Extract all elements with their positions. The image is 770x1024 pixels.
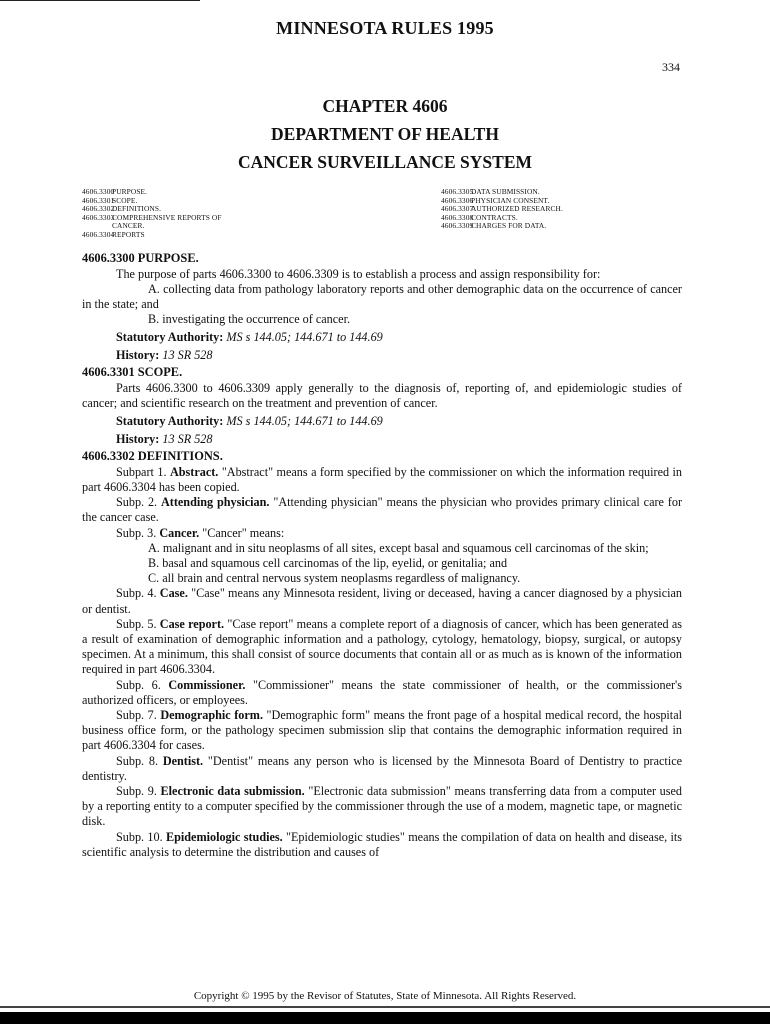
toc-entry-number: 4606.3302 [82, 204, 115, 214]
subpart-label: Subp. 2. [116, 495, 158, 510]
toc-entry-title: REPORTS [112, 229, 145, 239]
definition-subpart [82, 708, 682, 754]
toc-entry-number: 4606.3307 [441, 204, 474, 214]
subpart-label: Subp. 10. [116, 829, 163, 844]
table-of-contents-right [441, 188, 691, 231]
toc-entry-title: PHYSICIAN CONSENT. [471, 195, 550, 205]
history [82, 347, 682, 363]
toc-entry-title: DATA SUBMISSION. [471, 187, 540, 196]
history-value: 13 SR 528 [162, 348, 213, 363]
table-of-contents-left [82, 188, 322, 240]
subpart-label: Subp. 9. [116, 783, 157, 798]
subpart-label: Subp. 3. [116, 525, 157, 540]
statutory-authority-label: Statutory Authority: [116, 414, 224, 429]
definition-subpart [82, 465, 682, 495]
definition-text: "Dentist" means any person who is licensed by the Minnesota Board of Dentistry to practice dentistry. [82, 753, 683, 783]
defined-term: Electronic data submission. [160, 783, 305, 798]
toc-entry-title: COMPREHENSIVE REPORTS OF [112, 212, 222, 222]
toc-entry[interactable] [441, 222, 691, 231]
definition-text: "Electronic data submission" means transferring data from a computer used by a reporting entity to a computer specified by the commissioner through the use of a modem, magnetic tape, or magnetic disk. [82, 783, 683, 829]
document-body [82, 251, 682, 860]
defined-term: Demographic form. [160, 707, 264, 722]
purpose-item-b: B. investigating the occurrence of cancer. [148, 312, 351, 327]
section-heading-scope: 4606.3301 SCOPE. [82, 365, 183, 380]
defined-term: Commissioner. [168, 677, 246, 692]
definition-subpart [82, 495, 682, 525]
subpart-label: Subp. 4. [116, 586, 157, 601]
toc-entry-continuation: CANCER. [112, 221, 145, 231]
definition-subpart [82, 754, 682, 784]
statutory-authority-value: MS s 144.05; 144.671 to 144.69 [226, 414, 383, 429]
defined-term: Attending physician. [160, 495, 270, 510]
toc-entry-number: 4606.3300 [82, 187, 115, 196]
subpart-label: Subp. 7. [116, 707, 157, 722]
definition-subpart [82, 617, 682, 678]
chapter-heading [0, 92, 770, 176]
definition-text: "Case report" means a complete report of a diagnosis of cancer, which has been generated as a result of examination of demographic information and a pathology, cytology, hematology, biopsy, surgical, or autopsy specimen. At a minimum, this shall consist of source documents that contain all or as much as is known of the information required in part 4606.3304. [82, 616, 682, 677]
definition-text: "Case" means any Minnesota resident, living or deceased, having a cancer diagnosed by a physician or dentist. [82, 586, 682, 616]
defined-term: Case report. [159, 616, 225, 631]
statutory-authority [82, 329, 682, 345]
toc-entry-number: 4606.3303 [82, 212, 115, 222]
toc-entry-number: 4606.3306 [441, 195, 474, 205]
page-header-title: MINNESOTA RULES 1995 [276, 18, 494, 38]
copyright-footer: Copyright © 1995 by the Revisor of Statutes, State of Minnesota. All Rights Reserved. [193, 990, 577, 1002]
definition-subpart [82, 526, 682, 541]
toc-entry[interactable] [82, 231, 322, 240]
toc-entry-number: 4606.3304 [82, 229, 115, 239]
toc-entry-title: SCOPE. [112, 195, 138, 205]
definition-text: "Demographic form" means the front page of a hospital medical record, the hospital business office form, or the pathology specimen submission slip that contains the demographic information required in part 4606.3304 for cases. [82, 707, 682, 753]
history-label: History: [116, 432, 160, 447]
statutory-authority-value: MS s 144.05; 144.671 to 144.69 [226, 330, 383, 345]
cancer-item-a: A. malignant and in situ neoplasms of all sites, except basal and squamous cell carcinomas of the skin; [148, 540, 649, 555]
toc-entry-title: CONTRACTS. [471, 212, 518, 222]
defined-term: Epidemiologic studies. [165, 829, 283, 844]
toc-entry-title: PURPOSE. [112, 187, 148, 196]
purpose-item-a: A. collecting data from pathology laboratory reports and other demographic data on the occurrence of cancer in the state; and [82, 281, 682, 311]
definition-text: "Abstract" means a form specified by the commissioner on which the information required in part 4606.3304 has been copied. [82, 464, 683, 494]
toc-entry-number: 4606.3301 [82, 195, 115, 205]
chapter-department: DEPARTMENT OF HEALTH [271, 124, 499, 144]
scan-edge-strip [0, 1006, 770, 1008]
section-heading-purpose: 4606.3300 PURPOSE. [82, 251, 199, 265]
defined-term: Dentist. [162, 753, 204, 768]
section-heading-definitions: 4606.3302 DEFINITIONS. [82, 449, 223, 464]
scope-text: Parts 4606.3300 to 4606.3309 apply generally to the diagnosis of, reporting of, and epidemiologic studies of cancer; and scientific research on the treatment and prevention of cancer. [82, 380, 682, 411]
toc-entry-title: AUTHORIZED RESEARCH. [471, 204, 563, 214]
definition-text: "Commissioner" means the state commissioner of health, or the commissioner's authorized officers, or employees. [82, 677, 682, 707]
subpart-label: Subp. 5. [116, 616, 157, 631]
statutory-authority-label: Statutory Authority: [116, 330, 224, 345]
subpart-label: Subp. 6. [116, 677, 161, 692]
cancer-item-c: C. all brain and central nervous system neoplasms regardless of malignancy. [148, 571, 521, 586]
subpart-label: Subpart 1. [116, 464, 167, 479]
definition-subpart [82, 830, 682, 860]
chapter-subject: CANCER SURVEILLANCE SYSTEM [237, 152, 533, 172]
cancer-item-b: B. basal and squamous cell carcinomas of the lip, eyelid, or genitalia; and [148, 555, 508, 570]
toc-entry-title: DEFINITIONS. [112, 204, 162, 214]
definition-text: "Cancer" means: [202, 525, 285, 540]
history [82, 431, 682, 447]
toc-entry-number: 4606.3309 [441, 221, 474, 231]
definition-text: "Attending physician" means the physician who provides primary clinical care for the cancer case. [82, 495, 683, 525]
subpart-label: Subp. 8. [116, 753, 159, 768]
definition-subpart [82, 678, 682, 708]
page-number: 334 [662, 60, 680, 74]
history-label: History: [116, 348, 160, 363]
toc-entry-title: CHARGES FOR DATA. [471, 221, 547, 231]
statutory-authority [82, 413, 682, 429]
defined-term: Abstract. [169, 464, 219, 479]
definition-subpart [82, 784, 682, 830]
top-rule [0, 0, 200, 1]
toc-entry-number: 4606.3308 [441, 212, 474, 222]
scan-edge-bar [0, 1012, 770, 1024]
toc-entry-number: 4606.3305 [441, 187, 474, 196]
defined-term: Cancer. [159, 525, 200, 540]
history-value: 13 SR 528 [162, 432, 213, 447]
defined-term: Case. [159, 586, 188, 601]
definition-subpart [82, 586, 682, 616]
purpose-intro: The purpose of parts 4606.3300 to 4606.3309 is to establish a process and assign responsibility for: [116, 266, 601, 281]
definition-text: "Epidemiologic studies" means the compilation of data on health and disease, its scientific analysis to determine the distribution and causes of [82, 829, 682, 859]
chapter-number: CHAPTER 4606 [322, 96, 448, 116]
